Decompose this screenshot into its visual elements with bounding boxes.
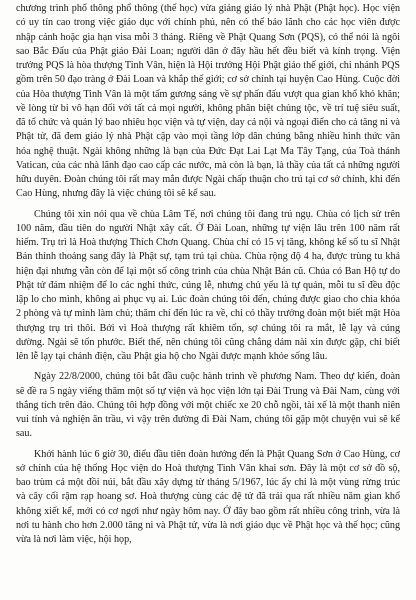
paragraph-2: Chúng tôi xin nói qua về chùa Lâm Tế, nơi chúng tôi đang trú ngụ. Chùa có lịch sử trên 100 năm, đầu tiên do người Nhật xây cất. Ở Đài Loan, những tự viện lâu trên 100 năm rất hiếm. Trụ trì là Hoà thượng Thích Chơn Quang. Chùa chỉ có 15 vị tăng, không kể số tu sĩ Nhật Bản thỉnh thoảng sang đây là Phật sự, tạm trú tại chùa. Chùa rộng độ 4 ha, được trùng tu khá hiện đại nhưng vẫn còn để lại một số công trình của chùa Nhật Bản cũ. Chúa có Ban Hộ tự do Phật tử đảm nhiệm để lo các nghi thức, cúng lễ, nhưng chủ yếu là tự quản, mỗi tu sĩ đều độc lập lo cho mình, không ai phục vụ ai. Lúc đoàn chúng tôi đến, chúng được giao cho chìa khóa 2 phòng và tự mình làm chủ; thăm chí đến lúc ra về, chỉ có thầy trưởng đoàn một biết mặt Hòa thượng trụ trì thôi. Bởi vì Hoà thượng rất khiêm tốn, sợ chúng tôi ra mắt, lễ lạy và cúng dường. Ngài sẽ tốn phước. Biết thế, nên chúng tôi cũng chẳng dám nài xin được gặp, chỉ biết lên lễ lạy tại chánh điện, cầu Phật gia hộ cho Ngài được mạnh khỏe sống lâu. [16,208,400,362]
paragraph-1: chương trình phổ thông phổ thông (thế học) vừa giảng giáo lý nhà Phật (Phật học). Học viện có uy tín cao trong việc giáo dục với chính phủ, nên có thể bảo lãnh cho các học viên được nhập cảnh hoặc gia hạn visa mỗi 3 tháng. Riêng về Phật Quang Sơn (PQS), có thể nói là ngôi sao Bắc Đẩu của Phật giáo Đài Loan; người dân ở đây hầu hết đều biết và kính trọng. Viện trưởng PQS là hòa thượng Tinh Vân, hiện là Hội trưởng Hội Phật giáo thế giới, chi nhánh PQS gồm trên 50 đạo tràng ở Đài Loan và khắp thế giới; cơ sở chính tại huyện Cao Hùng. Cuộc đời của Hòa thượng Tinh Vân là một tấm gương sáng về sự phấn đấu vượt qua gian khổ khó khăn; về lòng từ bi vô hạn đối với tất cả mọi người, không phân biệt chủng tộc, về trí tuệ siêu suất, đã tổ chức và quản lý bao nhiêu học viện và tự viện, day cả nội và ngoại điển cho cả tăng ni và Phật tử, đã đem giáo lý nhà Phật cập vào mọi tầng lớp dân chúng bằng nhiều hình thức văn hóa nghệ thuật. Ngài không những là bạn của Đức Đạt Lai Lạt Ma Tây Tạng, của Toà thánh Vatican, của các nhà lãnh đạo cao cấp các nước, mà còn là bạn, là thầy của tất cả những người hữu duyên. Đoàn chúng tôi rất may mắn được Ngài chấp thuận cho trú tại cơ sở chính, khi đến Cao Hùng, nhưng đây là việc chúng tôi sẽ kể sau. [16,3,400,200]
paragraph-3: Ngày 22/8/2000, chúng tôi bắt đầu cuộc hành trình về phương Nam. Theo dự kiến, đoàn sẽ đề ra 5 ngày viếng thăm một số tự viện và học viện lớn tại Đài Trung và Đài Nam, cùng với thắng tích trên đảo. Chúng tôi hợp đồng với một chiếc xe 20 chỗ ngồi, tài xế là một thanh niên vui tính và nghiện ăn trầu, vì vậy trên đường đi Đài Nam, chúng tôi gặp một chuyện vui sẽ kể sau. [16,371,400,440]
paragraph-4: Khởi hành lúc 6 giờ 30, điểu đầu tiên đoàn hướng đến là Phật Quang Sơn ở Cao Hùng, cơ sở chính của hệ thống Học viện do Hoà thượng Tinh Vân khai sơn. Đây là một cơ sở đồ sộ, bao trùm cả một đồi núi, bắt đầu xây dựng từ tháng 5/1967, lúc ấy chỉ là một vùng rừng trúc và cây cối rậm rạp hoang sơ. Hoà thượng cùng các đệ tử đã trải qua rất nhiều năm gian khổ không xiết kể, mới có cơ ngơi như ngày hôm nay. Ở đây bao gồm rất nhiều công trình, vừa là nơi tu hành cho hơn 2.000 tăng ni và Phật tử, vừa là nơi giáo dục về Phật học và thế học; cũng vừa là nơi làm việc, hội họp, [16,448,400,545]
